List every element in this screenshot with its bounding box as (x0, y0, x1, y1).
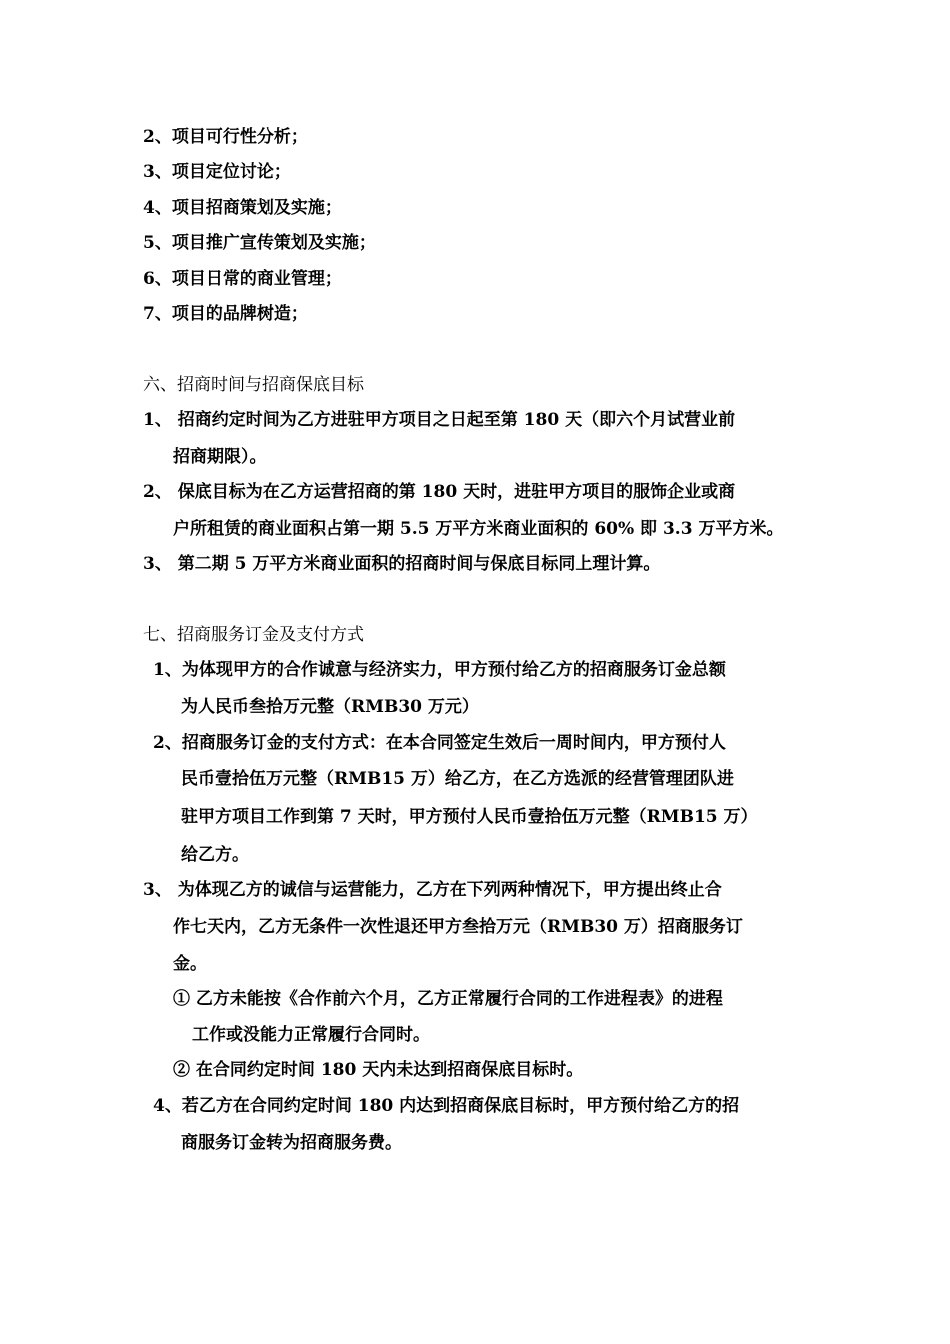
section-6-heading: 六、招商时间与招商保底目标 (143, 375, 364, 395)
list-item: 4、项目招商策划及实施； (143, 198, 342, 218)
list-item: 7、项目的品牌树造； (143, 304, 308, 324)
section-7-item-4: 4、若乙方在合同约定时间 180 内达到招商保底目标时，甲方预付给乙方的招 (153, 1096, 740, 1116)
section-7-item-3-sub-2: ② 在合同约定时间 180 天内未达到招商保底目标时。 (173, 1060, 584, 1080)
section-7-item-3: 3、 为体现乙方的诚信与运营能力，乙方在下列两种情况下，甲方提出终止合 (143, 880, 722, 900)
section-6-item-2-cont: 户所租赁的商业面积占第一期 5.5 万平方米商业面积的 60% 即 3.3 万平方米。 (173, 519, 784, 539)
section-6-item-1-cont: 招商期限）。 (173, 447, 267, 467)
list-item: 2、项目可行性分析； (143, 127, 308, 147)
list-item: 5、项目推广宣传策划及实施； (143, 233, 376, 253)
section-6-item-3: 3、 第二期 5 万平方米商业面积的招商时间与保底目标同上理计算。 (143, 554, 661, 574)
section-7-item-2-cont: 给乙方。 (181, 845, 249, 865)
list-item: 6、项目日常的商业管理； (143, 269, 342, 289)
section-7-item-1-cont: 为人民币叁拾万元整（RMB30 万元） (181, 697, 479, 717)
section-7-item-4-cont: 商服务订金转为招商服务费。 (181, 1133, 402, 1153)
section-7-heading: 七、招商服务订金及支付方式 (143, 625, 364, 645)
section-7-item-2-cont: 驻甲方项目工作到第 7 天时，甲方预付人民币壹拾伍万元整（RMB15 万） (181, 807, 758, 827)
section-7-item-3-cont: 金。 (173, 954, 207, 974)
section-6-item-1: 1、 招商约定时间为乙方进驻甲方项目之日起至第 180 天（即六个月试营业前 (143, 410, 736, 430)
section-7-item-3-sub-1: ① 乙方未能按《合作前六个月，乙方正常履行合同的工作进程表》的进程 (173, 989, 723, 1009)
section-6-item-2: 2、 保底目标为在乙方运营招商的第 180 天时，进驻甲方项目的服饰企业或商 (143, 482, 736, 502)
section-7-item-3-cont: 作七天内，乙方无条件一次性退还甲方叁拾万元（RMB30 万）招商服务订 (173, 917, 743, 937)
section-7-item-2: 2、招商服务订金的支付方式：在本合同签定生效后一周时间内，甲方预付人 (153, 733, 726, 753)
section-7-item-1: 1、为体现甲方的合作诚意与经济实力，甲方预付给乙方的招商服务订金总额 (153, 660, 726, 680)
section-7-item-2-cont: 民币壹拾伍万元整（RMB15 万）给乙方，在乙方选派的经营管理团队进 (181, 769, 734, 789)
list-item: 3、项目定位讨论； (143, 162, 291, 182)
section-7-item-3-sub-1-cont: 工作或没能力正常履行合同时。 (192, 1025, 430, 1045)
